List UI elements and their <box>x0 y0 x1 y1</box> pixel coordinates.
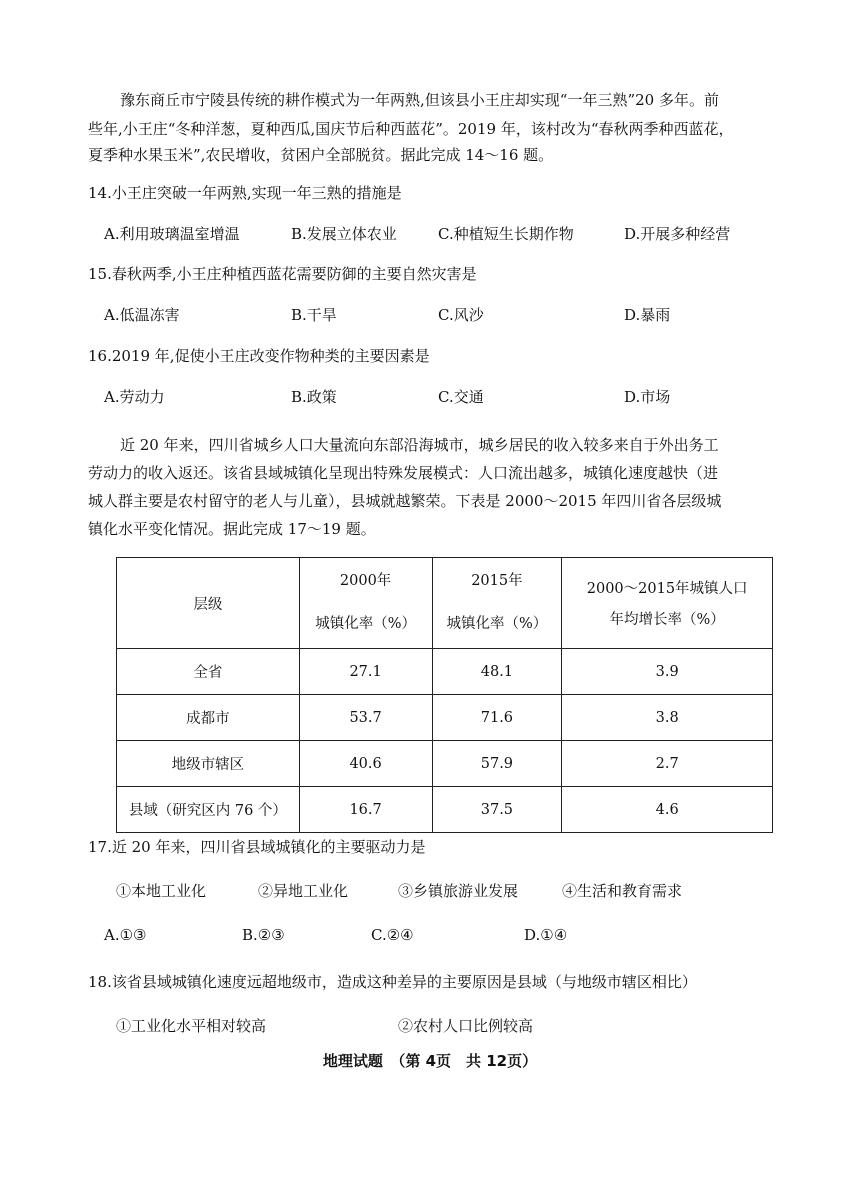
choice-item: ④生活和教育需求 <box>562 882 683 900</box>
option-b: B.政策 <box>291 388 337 406</box>
option-a: A.低温冻害 <box>104 306 180 324</box>
table-cell: 48.1 <box>432 649 562 695</box>
passage-line: 劳动力的收入返还。该省县域城镇化呈现出特殊发展模式：人口流出越多，城镇化速度越快（进 <box>88 464 719 482</box>
table-cell: 3.8 <box>562 695 773 741</box>
urbanization-table <box>116 557 773 833</box>
passage-line: 近 20 年来，四川省城乡人口大量流向东部沿海城市，城乡居民的收入较多来自于外出务工 <box>120 436 719 454</box>
passage-line: 城人群主要是农村留守的老人与儿童），县城就越繁荣。下表是 2000～2015 年四川省各层级城 <box>88 492 722 510</box>
table-cell: 53.7 <box>299 695 432 741</box>
choice-item: ①工业化水平相对较高 <box>116 1017 267 1035</box>
question-stem: 14.小王庄突破一年两熟,实现一年三熟的措施是 <box>88 184 402 202</box>
table-header-cell: 2000年 城镇化率（%） <box>299 558 432 649</box>
option-b: B.②③ <box>242 926 285 944</box>
table-row <box>117 649 773 695</box>
table-header-cell: 层级 <box>117 558 300 649</box>
option-a: A.劳动力 <box>104 388 165 406</box>
option-c: C.风沙 <box>438 306 484 324</box>
table-cell: 57.9 <box>432 741 562 787</box>
choice-item: ②农村人口比例较高 <box>398 1017 534 1035</box>
choice-item: ①本地工业化 <box>116 882 207 900</box>
page-footer: 地理试题 （第 4页 共 12页） <box>322 1052 538 1070</box>
choice-item: ③乡镇旅游业发展 <box>398 882 519 900</box>
table-cell: 2.7 <box>562 741 773 787</box>
passage-line: 豫东商丘市宁陵县传统的耕作模式为一年两熟,但该县小王庄却实现“一年三熟”20 多年。前 <box>120 91 719 109</box>
option-b: B.干旱 <box>291 306 337 324</box>
table-cell: 4.6 <box>562 787 773 833</box>
question-stem: 15.春秋两季,小王庄种植西蓝花需要防御的主要自然灾害是 <box>88 265 477 283</box>
question-stem: 17.近 20 年来，四川省县域城镇化的主要驱动力是 <box>88 838 426 856</box>
choice-item: ②异地工业化 <box>258 882 349 900</box>
question-stem: 16.2019 年,促使小王庄改变作物种类的主要因素是 <box>88 347 430 365</box>
table-header-cell: 2000～2015年城镇人口 年均增长率（%） <box>562 558 773 649</box>
table-cell: 县域（研究区内 76 个） <box>117 787 300 833</box>
passage-line: 夏季种水果玉米”,农民增收，贫困户全部脱贫。据此完成 14～16 题。 <box>88 146 554 164</box>
table-cell: 40.6 <box>299 741 432 787</box>
table-cell: 71.6 <box>432 695 562 741</box>
option-c: C.交通 <box>438 388 484 406</box>
passage-line: 镇化水平变化情况。据此完成 17～19 题。 <box>88 520 376 538</box>
option-a: A.①③ <box>104 926 147 944</box>
table-cell: 地级市辖区 <box>117 741 300 787</box>
option-b: B.发展立体农业 <box>291 225 397 243</box>
table-cell: 3.9 <box>562 649 773 695</box>
option-d: D.开展多种经营 <box>624 225 731 243</box>
table-cell: 27.1 <box>299 649 432 695</box>
table-cell: 成都市 <box>117 695 300 741</box>
option-d: D.暴雨 <box>624 306 671 324</box>
table-row <box>117 787 773 833</box>
table-row <box>117 741 773 787</box>
table-header-cell: 2015年 城镇化率（%） <box>432 558 562 649</box>
option-a: A.利用玻璃温室增温 <box>104 225 240 243</box>
table-cell: 16.7 <box>299 787 432 833</box>
table-row <box>117 695 773 741</box>
option-c: C.种植短生长期作物 <box>438 225 574 243</box>
question-stem: 18.该省县域城镇化速度远超地级市，造成这种差异的主要原因是县域（与地级市辖区相比） <box>88 973 697 991</box>
table-header-row <box>117 558 773 649</box>
passage-line: 些年,小王庄“冬种洋葱，夏种西瓜,国庆节后种西蓝花”。2019 年，该村改为“春秋两季种西蓝花， <box>88 120 734 138</box>
table-cell: 37.5 <box>432 787 562 833</box>
table-cell: 全省 <box>117 649 300 695</box>
option-c: C.②④ <box>371 926 414 944</box>
option-d: D.①④ <box>524 926 568 944</box>
option-d: D.市场 <box>624 388 671 406</box>
